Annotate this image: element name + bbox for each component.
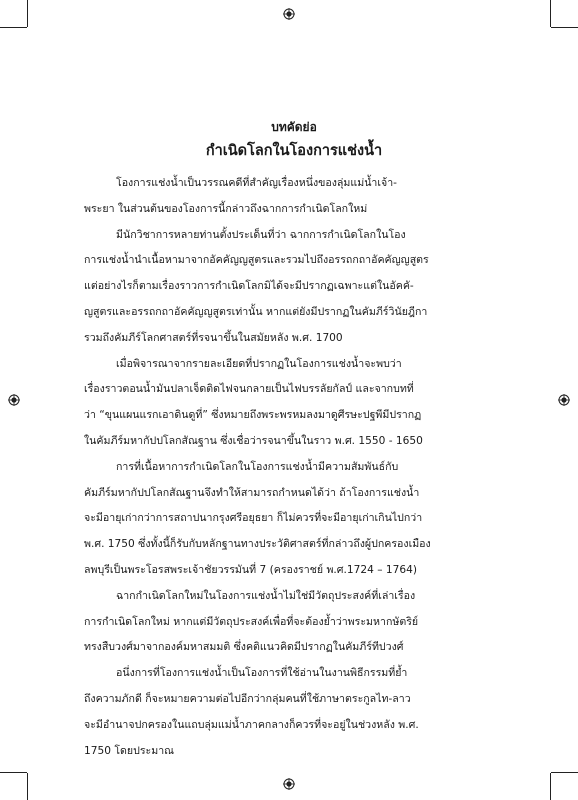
abstract-heading: บทคัดย่อ <box>271 120 317 134</box>
text-line: แต่อย่างไรก็ตามเรื่องราวการกำเนิดโลกมิได้จะมีปรากฏเฉพาะแต่ในอัคคั- <box>84 280 414 293</box>
text-line: 1750 โดยประมาณ <box>84 744 174 757</box>
text-line: ว่า “ขุนแผนแรกเอาดินดูที่” ซึ่งหมายถึงพระพรหมลงมาดูศีรษะปฐพีมีปรากฏ <box>84 409 422 422</box>
text-line: เมื่อพิจารณาจากรายละเอียดที่ปรากฏในโองการแช่งน้ำจะพบว่า <box>116 357 402 370</box>
text-line: พระยา ในส่วนต้นของโองการนี้กล่าวถึงฉากการกำเนิดโลกใหม่ <box>84 202 368 215</box>
paragraph-6 <box>84 661 504 764</box>
crop-mark-top-right-vertical <box>550 0 551 27</box>
paragraph-2 <box>84 223 504 352</box>
text-line: รวมถึงคัมภีร์โลกศาสตร์ที่รจนาขึ้นในสมัยหลัง พ.ศ. 1700 <box>84 331 343 344</box>
text-line: โองการแช่งน้ำเป็นวรรณคดีที่สำคัญเรื่องหนึ่งของลุ่มแม่น้ำเจ้า- <box>116 177 397 189</box>
abstract-title: กำเนิดโลกในโองการแช่งน้ำ <box>205 143 383 159</box>
text-line: อนึ่งการที่โองการแช่งน้ำเป็นโองการที่ใช้อ่านในงานพิธีกรรมที่ย้ำ <box>116 667 408 680</box>
registration-mark-top-icon <box>283 8 295 20</box>
text-line: ญสูตรและอรรถกถาอัคคัญญสูตรเท่านั้น หากแต่ยังมีปรากฏในคัมภีร์วินัยฎีกา <box>84 305 428 318</box>
registration-mark-bottom-icon <box>283 778 295 790</box>
crop-mark-bottom-right-vertical <box>550 773 551 800</box>
paragraph-3 <box>84 352 504 455</box>
crop-mark-bottom-left-horizontal <box>0 772 27 773</box>
paragraph-5 <box>84 584 504 661</box>
text-line: การแช่งน้ำนำเนื้อหามาจากอัคคัญญสูตรและรวมไปถึงอรรถกถาอัคคัญญสูตร <box>84 254 429 267</box>
abstract-section <box>84 118 504 764</box>
crop-mark-bottom-left-vertical <box>27 773 28 800</box>
text-line: มีนักวิชาการหลายท่านตั้งประเด็นที่ว่า ฉากการกำเนิดโลกในโอง <box>116 228 406 241</box>
text-line: คัมภีร์มหากัปปโลกสัณฐานจึงทำให้สามารถกำหนดได้ว่า ถ้าโองการแช่งน้ำ <box>84 486 420 499</box>
text-line: จะมีอายุเก่ากว่าการสถาปนากรุงศรีอยุธยา ก็ไม่ควรที่จะมีอายุเก่าเกินไปกว่า <box>84 512 423 525</box>
crop-mark-bottom-right-horizontal <box>551 772 578 773</box>
text-line: ถึงความภักดี ก็จะหมายความต่อไปอีกว่ากลุ่มคนที่ใช้ภาษาตระกูลไท-ลาว <box>84 692 411 705</box>
text-line: ในคัมภีร์มหากัปปโลกสัณฐาน ซึ่งเชื่อว่ารจนาขึ้นในราว พ.ศ. 1550 - 1650 <box>84 434 423 447</box>
paragraph-1 <box>84 171 504 223</box>
crop-mark-top-left-vertical <box>27 0 28 27</box>
text-line: ทรงสืบวงศ์มาจากองค์มหาสมมติ ซึ่งคติแนวคิดมีปรากฏในคัมภีร์ทีปวงศ์ <box>84 641 404 654</box>
crop-mark-top-left-horizontal <box>0 27 27 28</box>
text-line: พ.ศ. 1750 ซึ่งทั้งนี้ก็รับกับหลักฐานทางประวัติศาสตร์ที่กล่าวถึงผู้ปกครองเมือง <box>84 538 431 551</box>
paragraph-4 <box>84 455 504 584</box>
text-line: ลพบุรีเป็นพระโอรสพระเจ้าชัยวรรมันที่ 7 (ครองราชย์ พ.ศ.1724 – 1764) <box>84 563 417 576</box>
registration-mark-right-icon <box>558 394 570 406</box>
text-line: การกำเนิดโลกใหม่ หากแต่มีวัตถุประสงค์เพื่อที่จะต้องย้ำว่าพระมหากษัตริย์ <box>84 615 419 628</box>
text-line: ฉากกำเนิดโลกใหม่ในโองการแช่งน้ำไม่ใช่มีวัตถุประสงค์ที่เล่าเรื่อง <box>116 589 416 602</box>
crop-mark-top-right-horizontal <box>551 27 578 28</box>
text-line: จะมีอำนาจปกครองในแถบลุ่มแม่น้ำภาคกลางก็ควรที่จะอยู่ในช่วงหลัง พ.ศ. <box>84 718 419 731</box>
registration-mark-left-icon <box>8 394 20 406</box>
text-line: เรื่องราวตอนน้ำมันปลาเจ็ดติดไฟจนกลายเป็นไฟบรรลัยกัลป์ และจากบทที่ <box>84 383 414 396</box>
text-line: การที่เนื้อหาการกำเนิดโลกในโองการแช่งน้ำมีความสัมพันธ์กับ <box>116 460 399 473</box>
